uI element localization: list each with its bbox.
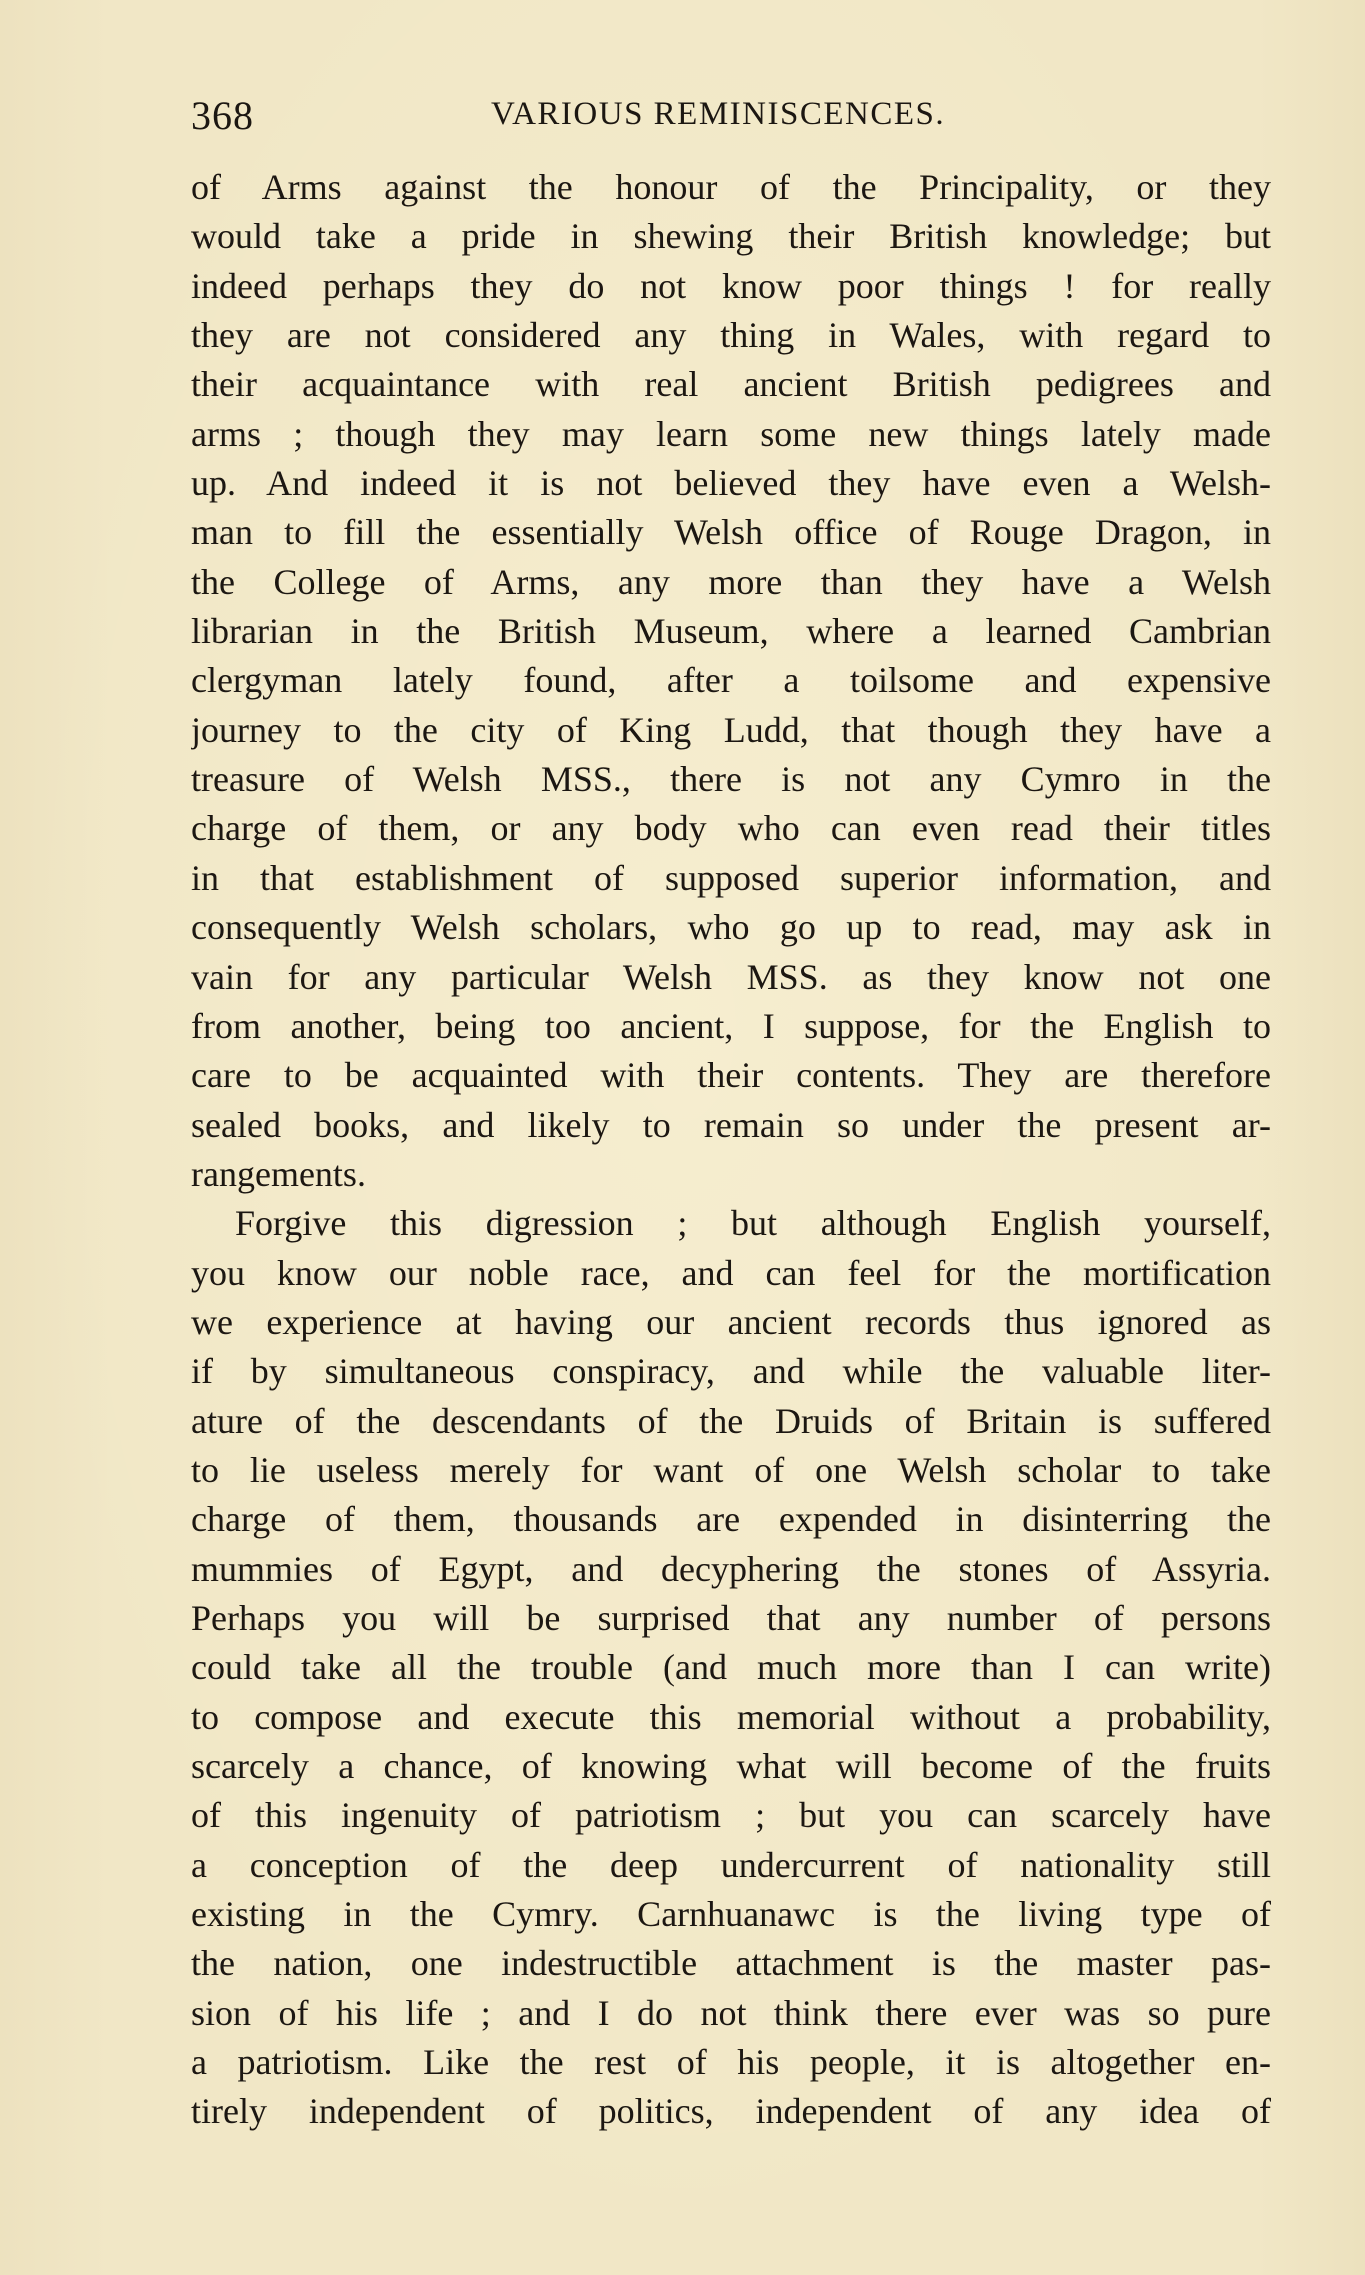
paragraph-first-line: Forgive this digression ; but although English yourself, — [235, 1203, 1271, 1244]
text-line: Perhaps you will be surprised that any number of persons — [191, 1597, 1271, 1638]
text-line: of Arms against the honour of the Principality, or they — [191, 167, 1271, 207]
running-title: VARIOUS REMINISCENCES. — [491, 96, 946, 132]
text-line: ature of the descendants of the Druids of Britain is suffered — [191, 1400, 1271, 1441]
text-line: sealed books, and likely to remain so under the present ar- — [191, 1104, 1271, 1145]
running-head — [191, 92, 1271, 142]
text-line: journey to the city of King Ludd, that though they have a — [191, 709, 1271, 750]
text-line: charge of them, or any body who can even read their titles — [191, 808, 1271, 849]
page-number: 368 — [191, 93, 254, 138]
text-line: their acquaintance with real ancient British pedigrees and — [191, 364, 1271, 405]
text-line: vain for any particular Welsh MSS. as they know not one — [191, 956, 1271, 997]
text-line: consequently Welsh scholars, who go up to read, may ask in — [191, 907, 1271, 948]
text-line: the College of Arms, any more than they have a Welsh — [191, 561, 1271, 602]
text-line: charge of them, thousands are expended in disinterring the — [191, 1499, 1271, 1540]
text-line: clergyman lately found, after a toilsome and expensive — [191, 660, 1271, 701]
text-line: arms ; though they may learn some new things lately made — [191, 413, 1271, 454]
text-line: of this ingenuity of patriotism ; but you can scarcely have — [191, 1795, 1271, 1836]
body-text — [191, 163, 1271, 2137]
text-line: mummies of Egypt, and decyphering the stones of Assyria. — [191, 1548, 1271, 1589]
text-line: you know our noble race, and can feel for the mortification — [191, 1252, 1271, 1293]
text-line: tirely independent of politics, independent of any idea of — [191, 2091, 1271, 2132]
text-line: librarian in the British Museum, where a learned Cambrian — [191, 611, 1271, 652]
text-line: man to fill the essentially Welsh office of Rouge Dragon, in — [191, 512, 1271, 553]
text-line: in that establishment of supposed superior information, and — [191, 857, 1271, 898]
text-line: the nation, one indestructible attachment is the master pas- — [191, 1943, 1271, 1984]
text-line: treasure of Welsh MSS., there is not any Cymro in the — [191, 759, 1271, 800]
text-line: indeed perhaps they do not know poor things ! for really — [191, 265, 1271, 306]
text-line: scarcely a chance, of knowing what will become of the fruits — [191, 1746, 1271, 1786]
text-line: existing in the Cymry. Carnhuanawc is the living type of — [191, 1894, 1271, 1935]
text-line: a patriotism. Like the rest of his people, it is altogether en- — [191, 2042, 1271, 2083]
text-line: from another, being too ancient, I suppose, for the English to — [191, 1005, 1271, 1046]
text-line: if by simultaneous conspiracy, and while the valuable liter- — [191, 1351, 1271, 1392]
text-line: we experience at having our ancient records thus ignored as — [191, 1301, 1271, 1342]
text-line: could take all the trouble (and much more than I can write) — [191, 1647, 1271, 1688]
text-line: up. And indeed it is not believed they have even a Welsh- — [191, 463, 1271, 504]
text-line: they are not considered any thing in Wales, with regard to — [191, 315, 1271, 356]
text-line: to lie useless merely for want of one Welsh scholar to take — [191, 1449, 1271, 1490]
text-line: would take a pride in shewing their British knowledge; but — [191, 216, 1271, 257]
text-line: care to be acquainted with their contents. They are therefore — [191, 1055, 1271, 1096]
text-line: to compose and execute this memorial without a probability, — [191, 1696, 1271, 1737]
text-line: sion of his life ; and I do not think there ever was so pure — [191, 1992, 1271, 2033]
text-line: a conception of the deep undercurrent of nationality still — [191, 1844, 1271, 1885]
paragraph-end-line: rangements. — [191, 1153, 366, 1194]
